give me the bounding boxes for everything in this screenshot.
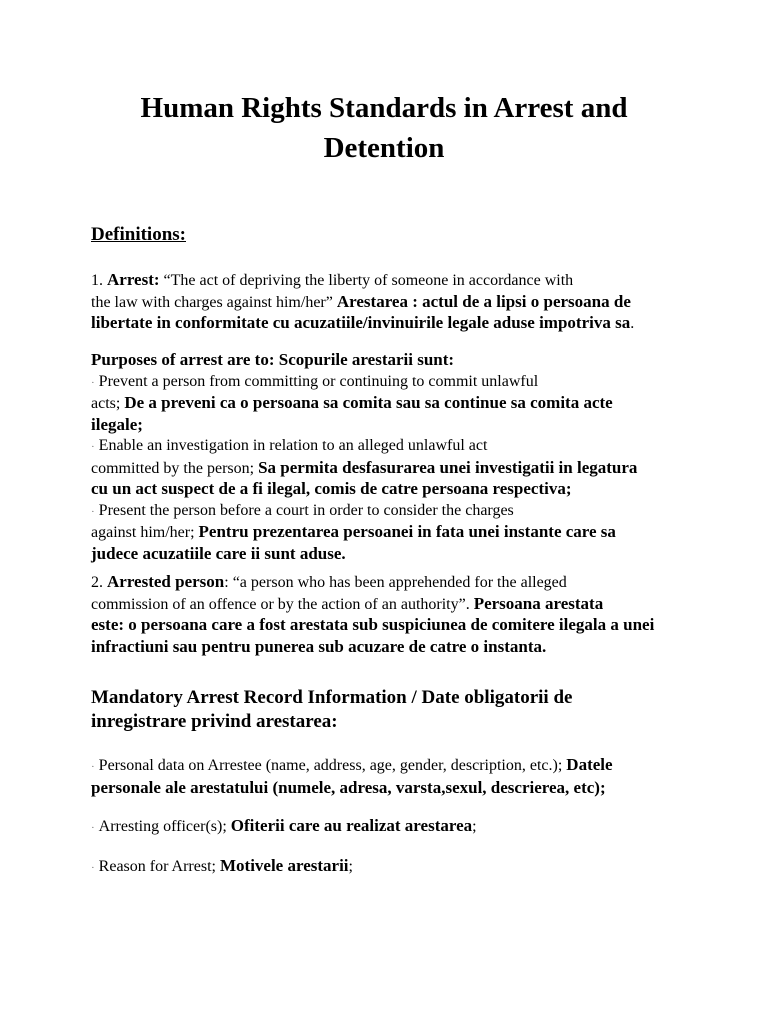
title-line-1: Human Rights Standards in Arrest and: [140, 92, 628, 124]
purposes-heading: Purposes of arrest are to: Scopurile arestarii sunt:: [91, 350, 455, 369]
definition-number: 1.: [91, 272, 103, 289]
title-line-2: Detention: [323, 132, 445, 164]
list-item: · Prevent a person from committing or continuing to commit unlawful: [91, 372, 539, 390]
mandatory-item-officers: · Arresting officer(s); Ofiterii care au realizat arestarea;: [91, 816, 477, 835]
list-item: · Enable an investigation in relation to an alleged unlawful act: [91, 437, 488, 454]
definition-number: 2.: [91, 574, 103, 591]
definition-english: “The act of depriving the liberty of someone in accordance with: [163, 272, 574, 289]
bullet-icon: ·: [91, 505, 95, 518]
definition-romanian: Persoana arestata: [473, 593, 604, 613]
mandatory-item-reason: · Reason for Arrest; Motivele arestarii;: [91, 856, 353, 875]
bullet-icon: ·: [91, 862, 95, 874]
definition-romanian: Arestarea : actul de a lipsi o persoana de: [336, 291, 631, 311]
bullet-icon: ·: [91, 822, 95, 834]
document-title: [60, 88, 708, 168]
mandatory-heading: Mandatory Arrest Record Information / Date obligatorii de inregistrare privind arestarea:: [91, 687, 573, 732]
bullet-icon: ·: [91, 761, 95, 773]
definition-term: Arrested person: [107, 572, 225, 591]
mandatory-item-personal-data: · Personal data on Arrestee (name, address, age, gender, description, etc.); Datele personale ale arestatului (numele, adresa, varsta,sexul, descrierea, etc);: [91, 755, 613, 797]
definition-arrest: 1. Arrest: “The act of depriving the liberty of someone in accordance with the law with charges against him/her” Arestarea : actul de a lipsi o persoana de libertate in conformitate cu acuzatiile/invinuirile legale aduse impotriva sa.: [91, 270, 635, 332]
definition-english: the law with charges against him/her”: [91, 293, 333, 311]
definition-term: Arrest:: [107, 270, 160, 289]
list-item: · Present the person before a court in order to consider the charges: [91, 501, 514, 519]
bullet-icon: ·: [91, 441, 95, 453]
purposes-section: Purposes of arrest are to: Scopurile arestarii sunt: · Prevent a person from committing or continuing to commit unlawful acts; De a preveni ca o persoana sa comita sau sa continue sa comita acte ilegale; · Enable an investigation in relation to an alleged unlawful act committed by the person; Sa permita desfasurarea unei investigatii in legatura cu un act suspect de a fi ilegal, comis de catre persoana respectiva; · Present the person before a court in order to consider the charges against him/her; Pentru prezentarea persoanei in fata unei instante care sa judece acuzatiile care ii sunt aduse.: [91, 350, 691, 565]
bullet-icon: ·: [91, 376, 95, 389]
definitions-heading: Definitions:: [91, 224, 186, 245]
definition-arrested-person: 2. Arrested person: “a person who has been apprehended for the alleged commission of an offence or by the action of an authority”. Persoana arestata este: o persoana care a fost arestata sub suspiciunea de comitere ilegala a unei infractiuni sau pentru punerea sub acuzare de catre o instanta.: [91, 572, 655, 656]
definition-english: “a person who has been apprehended for the alleged: [232, 574, 567, 591]
definition-romanian: libertate in conformitate cu acuzatiile/invinuirile legale aduse impotriva sa: [91, 313, 631, 332]
